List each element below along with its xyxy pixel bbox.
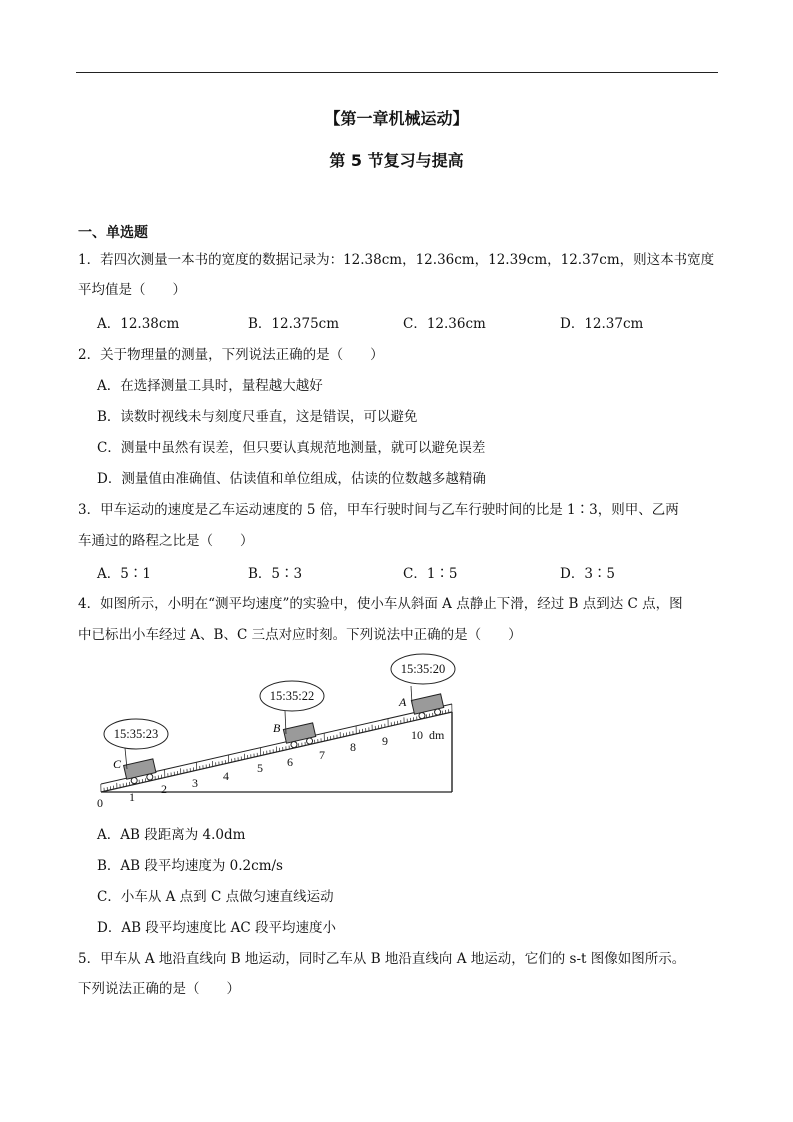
q1-option-b: B．12.375cm <box>248 316 340 332</box>
q3-option-a: A．5∶1 <box>97 566 151 582</box>
q1-option-a: A．12.38cm <box>97 316 180 332</box>
clock-c-time: 15:35:23 <box>113 727 159 741</box>
scale-label-4: 4 <box>223 769 229 783</box>
scale-label-1: 1 <box>129 790 135 804</box>
q3-option-d: D．3∶5 <box>560 566 616 582</box>
q1-stem-line1: 1．若四次测量一本书的宽度的数据记录为：12.38cm，12.36cm，12.39cm，12.37cm，则这本书宽度 <box>78 252 715 268</box>
q5-stem-line1: 5．甲车从 A 地沿直线向 B 地运动，同时乙车从 B 地沿直线向 A 地运动，它们的 s-t 图像如图所示。 <box>78 951 686 967</box>
q3-option-b: B．5∶3 <box>248 566 303 582</box>
chapter-title: 【第一章机械运动】 <box>324 109 469 128</box>
header-rule <box>76 72 718 73</box>
q3-stem-line2: 车通过的路程之比是（ ） <box>78 533 254 549</box>
cart-c-label: C <box>113 757 122 771</box>
q1-stem-line2: 平均值是（ ） <box>78 282 186 298</box>
cart-a-label: A <box>399 695 407 709</box>
scale-label-6: 6 <box>287 755 293 769</box>
q5-stem-line2: 下列说法正确的是（ ） <box>78 981 240 997</box>
scale-label-8: 8 <box>350 740 356 754</box>
q3-stem-line1: 3．甲车运动的速度是乙车运动速度的 5 倍，甲车行驶时间与乙车行驶时间的比是 1∶3，则甲、乙两 <box>78 502 679 518</box>
q4-option-a: A．AB 段距离为 4.0dm <box>97 827 246 843</box>
q4-option-b: B．AB 段平均速度为 0.2cm/s <box>97 858 283 874</box>
q1-option-d: D．12.37cm <box>560 316 644 332</box>
scale-label-10-dm: 10 dm <box>411 728 445 742</box>
cart-b <box>283 723 317 749</box>
q2-stem: 2．关于物理量的测量，下列说法正确的是（ ） <box>78 347 384 363</box>
incline-experiment-figure <box>95 652 460 812</box>
q2-option-c: C．测量中虽然有误差，但只要认真规范地测量，就可以避免误差 <box>97 440 486 456</box>
q2-option-a: A．在选择测量工具时，量程越大越好 <box>97 378 323 394</box>
clock-a-time: 15:35:20 <box>400 662 446 676</box>
scale-label-9: 9 <box>382 734 388 748</box>
section-title: 第 5 节复习与提高 <box>329 151 464 170</box>
q4-stem-line1: 4．如图所示，小明在“测平均速度”的实验中，使小车从斜面 A 点静止下滑，经过 B 点到达 C 点，图 <box>78 596 683 612</box>
cart-b-label: B <box>273 721 281 735</box>
q2-option-b: B．读数时视线未与刻度尺垂直，这是错误，可以避免 <box>97 409 418 425</box>
q4-stem-line2: 中已标出小车经过 A、B、C 三点对应时刻。下列说法中正确的是（ ） <box>78 627 522 643</box>
section-heading: 一、单选题 <box>78 225 148 241</box>
scale-label-3: 3 <box>192 776 198 790</box>
scale-label-5: 5 <box>257 761 263 775</box>
ruler-ticks <box>101 704 452 792</box>
scale-label-0: 0 <box>97 796 103 810</box>
cart-a <box>411 694 445 720</box>
q1-option-c: C．12.36cm <box>403 316 486 332</box>
scale-label-7: 7 <box>319 748 325 762</box>
q4-option-d: D．AB 段平均速度比 AC 段平均速度小 <box>97 920 336 936</box>
cart-c <box>124 759 158 785</box>
q2-option-d: D．测量值由准确值、估读值和单位组成，估读的位数越多越精确 <box>97 471 486 487</box>
q3-option-c: C．1∶5 <box>403 566 458 582</box>
q4-option-c: C．小车从 A 点到 C 点做匀速直线运动 <box>97 889 334 905</box>
clock-b-time: 15:35:22 <box>269 689 315 703</box>
scale-label-2: 2 <box>161 782 167 796</box>
